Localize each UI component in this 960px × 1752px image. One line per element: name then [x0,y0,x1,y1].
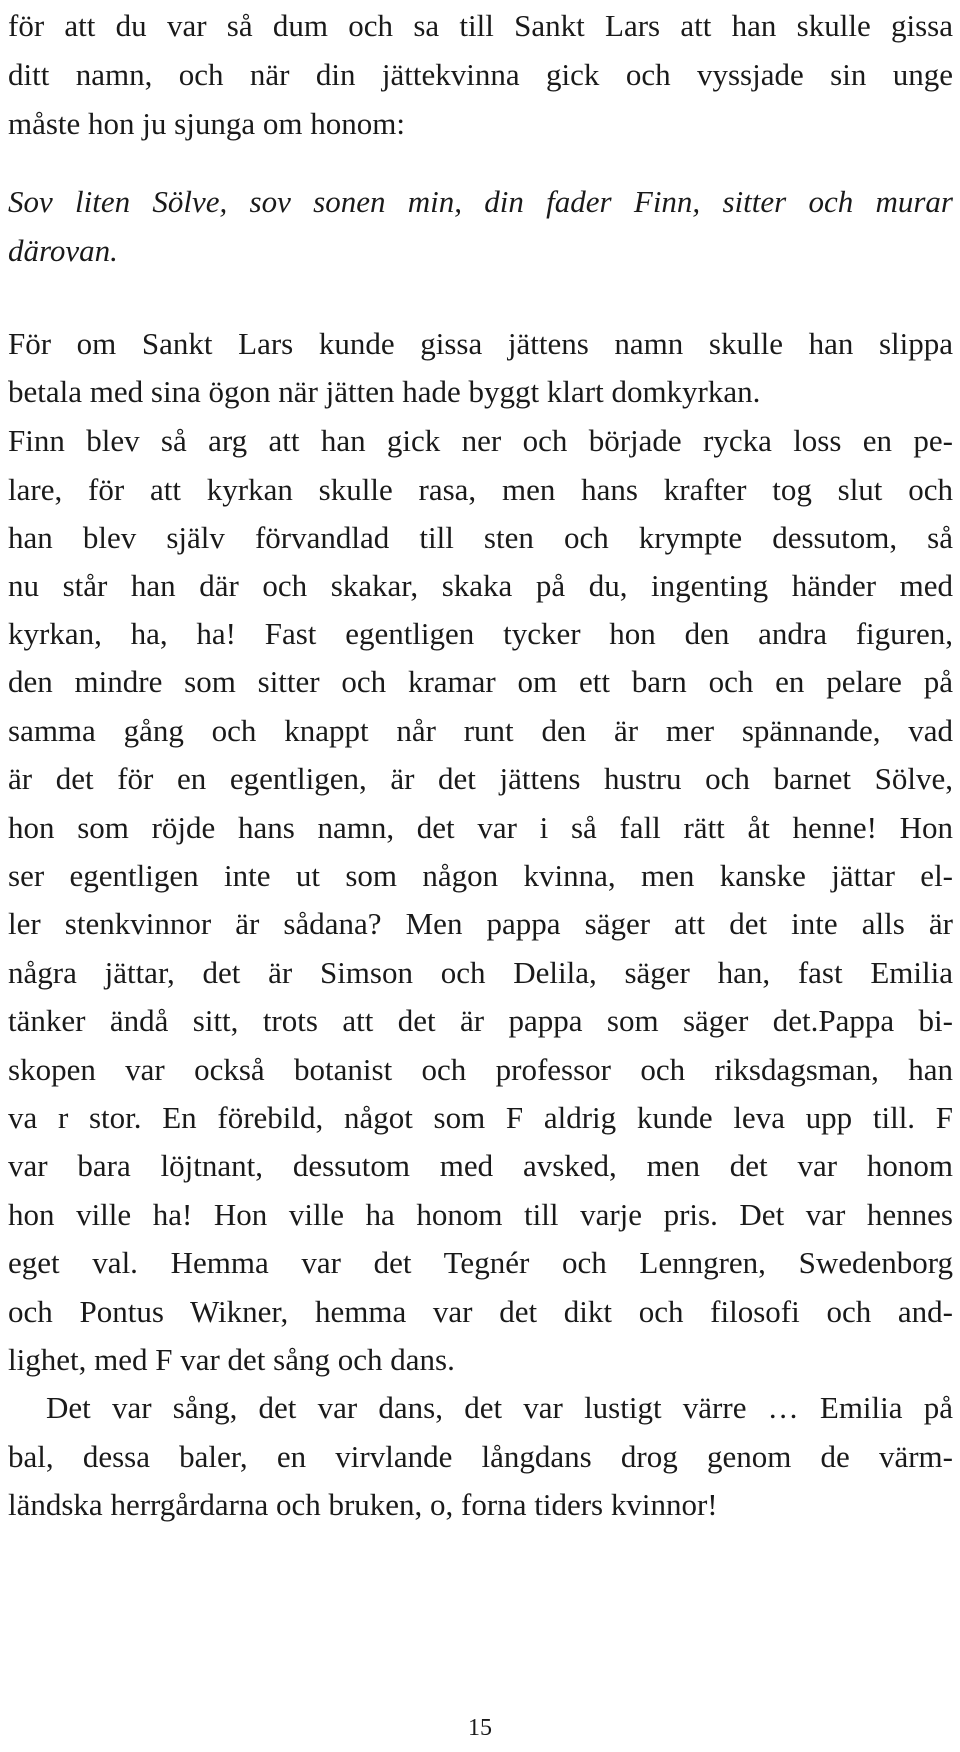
text-line: eget val. Hemma var det Tegnér och Lenngren, Swedenborg [8,1245,953,1280]
text-line: bal, dessa baler, en virvlande långdans drog genom de värm- [8,1439,953,1474]
verse-line: därovan. [8,233,118,268]
text-line: tänker ändå sitt, trots att det är pappa som säger det.Pappa bi- [8,1003,953,1038]
text-line: hon som röjde hans namn, det var i så fall rätt åt henne! Hon [8,810,953,845]
text-line: är det för en egentligen, är det jättens hustru och barnet Sölve, [8,761,953,796]
text-line: Det var sång, det var dans, det var lustigt värre … Emilia på [46,1390,953,1425]
text-line: han blev själv förvandlad till sten och krympte dessutom, så [8,520,953,555]
text-line: för att du var så dum och sa till Sankt Lars att han skulle gissa [8,8,953,43]
verse-line: Sov liten Sölve, sov sonen min, din fader Finn, sitter och murar [8,184,953,219]
text-line: va r stor. En förebild, något som F aldrig kunde leva upp till. F [8,1100,953,1135]
text-line: ler stenkvinnor är sådana? Men pappa säger att det inte alls är [8,906,953,941]
page-number: 15 [468,1715,492,1741]
text-line: hon ville ha! Hon ville ha honom till varje pris. Det var hennes [8,1197,953,1232]
text-line: lare, för att kyrkan skulle rasa, men hans krafter tog slut och [8,472,953,507]
text-line: Finn blev så arg att han gick ner och började rycka loss en pe- [8,423,953,458]
text-line: ländska herrgårdarna och bruken, o, forna tiders kvinnor! [8,1487,718,1522]
text-line: var bara löjtnant, dessutom med avsked, men det var honom [8,1148,953,1183]
text-line: skopen var också botanist och professor och riksdagsman, han [8,1052,953,1087]
text-line: och Pontus Wikner, hemma var det dikt och filosofi och and- [8,1294,953,1329]
text-line: den mindre som sitter och kramar om ett barn och en pelare på [8,664,953,699]
text-line: kyrkan, ha, ha! Fast egentligen tycker hon den andra figuren, [8,616,953,651]
text-line: För om Sankt Lars kunde gissa jättens namn skulle han slippa [8,326,953,361]
text-line: lighet, med F var det sång och dans. [8,1342,455,1377]
text-line: några jättar, det är Simson och Delila, säger han, fast Emilia [8,955,953,990]
text-line: nu står han där och skakar, skaka på du, ingenting händer med [8,568,953,603]
text-line: ser egentligen inte ut som någon kvinna, men kanske jättar el- [8,858,953,893]
text-line: måste hon ju sjunga om honom: [8,106,405,141]
text-line: ditt namn, och när din jättekvinna gick och vyssjade sin unge [8,57,953,92]
text-line: betala med sina ögon när jätten hade byggt klart domkyrkan. [8,374,761,409]
text-line: samma gång och knappt når runt den är mer spännande, vad [8,713,953,748]
